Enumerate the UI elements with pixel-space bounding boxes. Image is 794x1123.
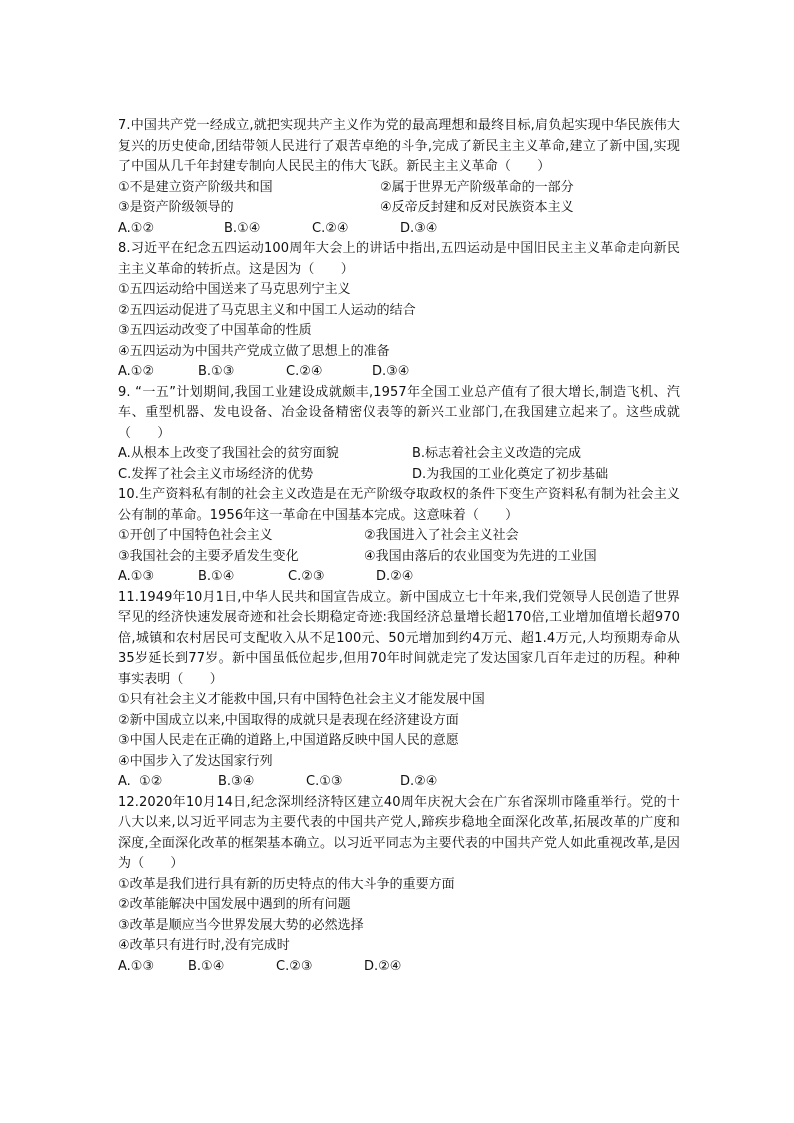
- question-page: [118, 116, 680, 977]
- question-9: [118, 383, 680, 486]
- option-c: C.②③: [288, 569, 325, 584]
- statement: ③五四运动改变了中国革命的性质: [118, 323, 312, 338]
- question-stem: 11.1949年10月1日,中华人民共和国宣告成立。新中国成立七十年来,我们党领导人民创造了世界罕见的经济快速发展奇迹和社会长期稳定奇迹:我国经济总量增长超170倍,工业增加值增长超970倍,城镇和农村居民可支配收入从不足100元、50元增加到约4万元、超1.4万元,人均预期寿命从35岁延长到77岁。新中国虽低位起步,但用70年时间就走完了发达国家几百年走过的历程。种种事实表明（ ）: [118, 589, 680, 687]
- option-b: B.①④: [224, 220, 261, 236]
- answer-options: [118, 362, 680, 383]
- statement-row: [118, 198, 680, 219]
- statement-row: [118, 465, 680, 486]
- option-d: D.③④: [400, 220, 438, 236]
- option-d: D.为我国的工业化奠定了初步基础: [412, 466, 609, 482]
- option-b: B.标志着社会主义改造的完成: [412, 446, 582, 461]
- statement: ①五四运动给中国送来了马克思列宁主义: [118, 282, 351, 297]
- statement-row: [118, 444, 680, 465]
- statement: ③改革是顺应当今世界发展大势的必然选择: [118, 917, 364, 933]
- option-c: C.②④: [312, 220, 349, 236]
- statement: ②改革能解决中国发展中遇到的所有问题: [118, 897, 351, 912]
- answer-options: [118, 567, 680, 588]
- option-c: C.①③: [306, 774, 343, 789]
- option-c: C.②③: [276, 958, 313, 974]
- question-stem: 9. “一五”计划期间,我国工业建设成就颇丰,1957年全国工业总产值有了很大增长,制造飞机、汽车、重型机器、发电设备、冶金设备精密仪表等的新兴工业部门,在我国建立起来了。这些成就（ ）: [118, 384, 680, 441]
- option-b: B.①④: [198, 569, 235, 584]
- option-a: A.从根本上改变了我国社会的贫穷面貌: [118, 446, 339, 461]
- statement: ④我国由落后的农业国变为先进的工业国: [364, 548, 597, 564]
- question-8: [118, 239, 680, 383]
- option-d: D.②④: [376, 569, 414, 584]
- statement: ②新中国成立以来,中国取得的成就只是表现在经济建设方面: [118, 712, 459, 728]
- statement: ③我国社会的主要矛盾发生变化: [118, 548, 299, 564]
- statement: ①只有社会主义才能救中国,只有中国特色社会主义才能发展中国: [118, 692, 485, 707]
- option-b: B.①④: [188, 958, 225, 974]
- statement: ①改革是我们进行具有新的历史特点的伟大斗争的重要方面: [118, 876, 455, 892]
- option-c: C.发挥了社会主义市场经济的优势: [118, 466, 314, 482]
- statement: ②五四运动促进了马克思主义和中国工人运动的结合: [118, 302, 416, 318]
- statement: ①开创了中国特色社会主义: [118, 528, 273, 543]
- question-stem: 10.生产资料私有制的社会主义改造是在无产阶级夺取政权的条件下变生产资料私有制为社会主义公有制的革命。1956年这一革命在中国基本完成。这意味着（ ）: [118, 487, 680, 523]
- statement: ④中国步入了发达国家行列: [118, 753, 273, 769]
- option-a: A.①②: [118, 364, 155, 379]
- question-7: [118, 116, 680, 239]
- answer-options: [118, 772, 680, 793]
- option-d: D.③④: [372, 364, 410, 379]
- option-d: D.②④: [400, 774, 438, 789]
- statement: ③中国人民走在正确的道路上,中国道路反映中国人民的意愿: [118, 733, 459, 748]
- question-stem: 8.习近平在纪念五四运动100周年大会上的讲话中指出,五四运动是中国旧民主主义革命走向新民主主义革命的转折点。这是因为（ ）: [118, 241, 680, 277]
- option-b: B.③④: [218, 774, 255, 789]
- answer-options: [118, 957, 680, 978]
- statement: ①不是建立资产阶级共和国: [118, 179, 273, 195]
- option-a: A.①③: [118, 958, 155, 974]
- statement: ②属于世界无产阶级革命的一部分: [380, 179, 574, 195]
- option-c: C.②④: [286, 364, 323, 379]
- statement: ④反帝反封建和反对民族资本主义: [380, 200, 574, 215]
- option-b: B.①③: [198, 364, 235, 379]
- question-stem: 7.中国共产党一经成立,就把实现共产主义作为党的最高理想和最终目标,肩负起实现中华民族伟大复兴的历史使命,团结带领人民进行了艰苦卓绝的斗争,完成了新民主主义革命,建立了新中国,实现了中国从几千年封建专制向人民民主的伟大飞跃。新民主主义革命（ ）: [118, 118, 680, 174]
- question-stem: 12.2020年10月14日,纪念深圳经济特区建立40周年庆祝大会在广东省深圳市隆重举行。党的十八大以来,以习近平同志为主要代表的中国共产党人,蹄疾步稳地全面深化改革,拓展改革的广度和深度,全面深化改革的框架基本确立。以习近平同志为主要代表的中国共产党人如此重视改革,是因为（ ）: [118, 794, 680, 871]
- option-a: A.①②: [118, 220, 155, 236]
- statement-row: [118, 526, 680, 547]
- statement: ③是资产阶级领导的: [118, 200, 234, 215]
- statement-row: [118, 547, 680, 568]
- option-d: D.②④: [364, 958, 402, 974]
- question-11: [118, 588, 680, 793]
- option-a: A. ①②: [118, 774, 163, 789]
- statement-row: [118, 178, 680, 199]
- answer-options: [118, 219, 680, 240]
- statement: ④五四运动为中国共产党成立做了思想上的准备: [118, 343, 390, 359]
- statement: ④改革只有进行时,没有完成时: [118, 938, 290, 953]
- statement: ②我国进入了社会主义社会: [364, 528, 519, 543]
- option-a: A.①③: [118, 569, 155, 584]
- question-10: [118, 485, 680, 588]
- question-12: [118, 793, 680, 978]
